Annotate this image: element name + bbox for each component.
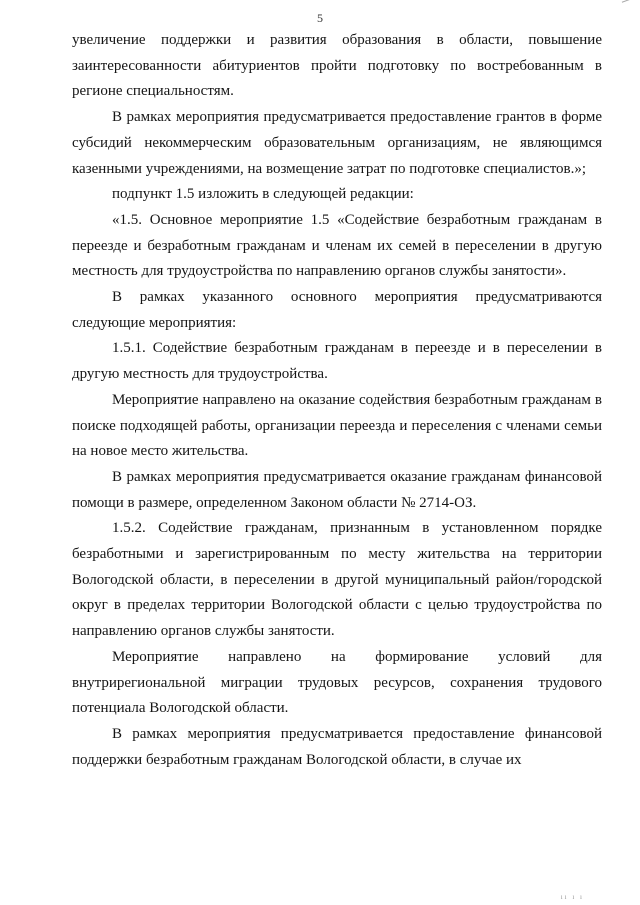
paragraph: В рамках мероприятия предусматривается оказание гражданам финансовой помощи в размере, определенном Законом области № 2714-ОЗ. <box>72 468 602 511</box>
document-body <box>72 28 602 773</box>
paragraph: В рамках указанного основного мероприятия предусматриваются следующие мероприятия: <box>72 289 602 331</box>
paragraph: Мероприятие направлено на формирование условий для внутрирегиональной миграции трудовых ресурсов, сохранения трудового потенциала Вологодской области. <box>72 648 602 717</box>
paragraph: 1.5.1. Содействие безработным гражданам в переезде и в переселении в другую местность для трудоустройства. <box>72 340 602 383</box>
paragraph: В рамках мероприятия предусматривается предоставление грантов в форме субсидий некоммерческим образовательным организациям, не являющимся казенными учреждениями, на возмещение затрат по подготовке специалистов.»; <box>72 109 602 177</box>
paragraph: подпункт 1.5 изложить в следующей редакции: <box>112 186 414 203</box>
scan-corner-mark <box>622 0 632 5</box>
paragraph: «1.5. Основное мероприятие 1.5 «Содействие безработным гражданам в переезде и безработным гражданам и членам их семей в переселении в другую местность для трудоустройства по направлению органов службы занятости». <box>72 211 602 280</box>
paragraph: увеличение поддержки и развития образования в области, повышение заинтересованности абитуриентов пройти подготовку по востребованным в регионе специальностям. <box>72 32 602 100</box>
paragraph: В рамках мероприятия предусматривается предоставление финансовой поддержки безработным гражданам Вологодской области, в случае их <box>72 725 602 768</box>
paragraph: Мероприятие направлено на оказание содействия безработным гражданам в поиске подходящей работы, организации переезда и переселения с членами семьи на новое место жительства. <box>72 391 602 460</box>
footer-mark: ıı ı ı <box>560 893 584 901</box>
page-number: 5 <box>317 11 323 25</box>
paragraph: 1.5.2. Содействие гражданам, признанным в установленном порядке безработными и зарегистрированным по месту жительства на территории Вологодской области, в переселении в другой муниципальный район/городской округ в пределах территории Вологодской области с целью трудоустройства по направлению органов службы занятости. <box>72 520 602 640</box>
